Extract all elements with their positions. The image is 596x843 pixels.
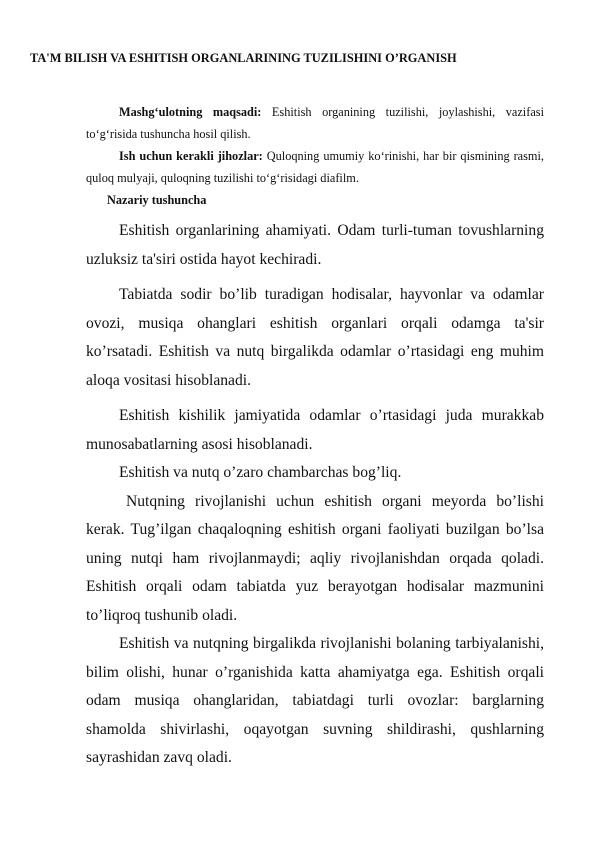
paragraph-3: Eshitish kishilik jamiyatida odamlar o’rtasidagi juda murakkab munosabatlarning asosi hisoblanadi. [86,407,544,453]
required-equipment [86,145,544,189]
required-equipment-text: Quloqning umumiy ko‘rinishi, har bir qismining rasmi, quloq mulyaji, quloqning tuzilishi to‘g‘risidagi diafilm. [86,149,544,185]
lesson-goal-label: Mashg‘ulotning maqsadi: [119,105,262,119]
paragraph-2: Tabiatda sodir bo’lib turadigan hodisalar, hayvonlar va odamlar ovozi, musiqa ohanglari eshitish organlari orqali odamga ta'sir ko’rsatadi. Eshitish va nutq birgalikda odamlar o’rtasidagi eng muhim aloqa vositasi hisoblanadi. [86,286,544,389]
document-title: TA'M BILISH VA ESHITISH ORGANLARINING TUZILISHINI O’RGANISH [30,51,457,65]
document-body [86,101,544,773]
paragraph-5: Nutqning rivojlanishi uchun eshitish organi meyorda bo’lishi kerak. Tug’ilgan chaqaloqning eshitish organi faoliyati buzilgan bo’lsa uning nutqi ham rivojlanmaydi; aqliy rivojlanishdan orqada qoladi. Eshitish orqali odam tabiatda yuz berayotgan hodisalar mazmunini to’liqroq tushunib oladi. [86,492,544,624]
paragraph-6: Eshitish va nutqning birgalikda rivojlanishi bolaning tarbiyalanishi, bilim olishi, hunar o’rganishida katta ahamiyatga ega. Eshitish orqali odam musiqa ohanglaridan, tabiatdagi turli ovozlar: barglarning shamolda shivirlashi, oqayotgan suvning shildirashi, qushlarning sayrashidan zavq oladi. [86,635,544,766]
paragraph-4: Eshitish va nutq o’zaro chambarchas bog’liq. [119,464,402,481]
lesson-goal-text: Eshitish organining tuzilishi, joylashishi, vazifasi to‘g‘risida tushuncha hosil qilish. [86,105,544,141]
lesson-goal [86,101,544,145]
paragraph-1: Eshitish organlarining ahamiyati. Odam turli-tuman tovushlarning uzluksiz ta'siri ostida hayot kechiradi. [86,222,544,268]
section-heading: Nazariy tushuncha [107,193,207,207]
required-equipment-label: Ish uchun kerakli jihozlar: [119,149,263,163]
